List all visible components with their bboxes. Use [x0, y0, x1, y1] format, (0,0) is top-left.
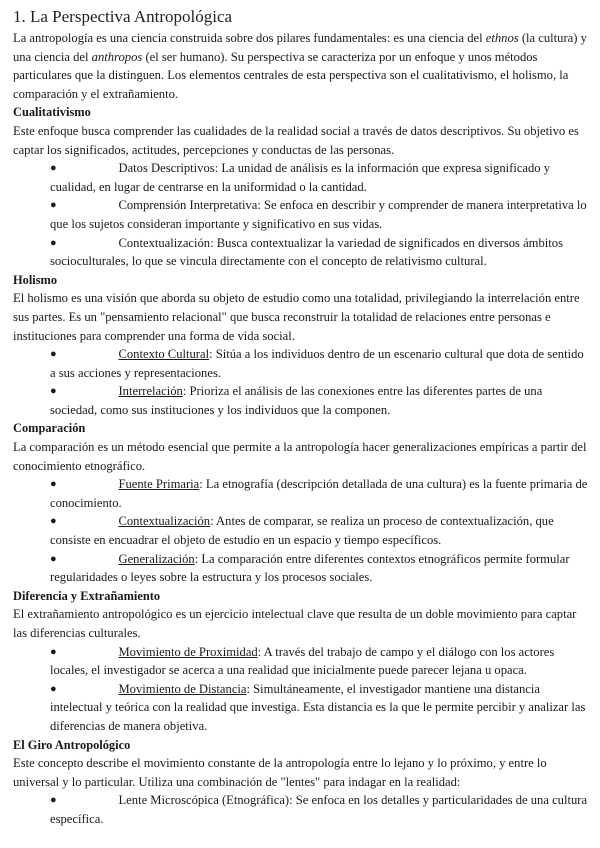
- heading-comparacion: Comparación: [13, 421, 86, 436]
- list-item-text: : La etnografía (descripción detallada de una cultura) es la fuente primaria de conocimiento.: [50, 477, 588, 510]
- bullet-icon: ●: [50, 385, 57, 398]
- bullet-icon: ●: [50, 552, 57, 565]
- list-item-text: : Antes de comparar, se realiza un proceso de contextualización, que consiste en encuadrar el objeto de estudio en un espacio y tiempo específicos.: [50, 514, 554, 548]
- list-item: [13, 680, 590, 736]
- list-item-text: : Prioriza el análisis de las conexiones entre las diferentes partes de una sociedad, como sus instituciones y los individuos que la componen.: [50, 384, 543, 417]
- bullet-icon: ●: [50, 199, 57, 212]
- cualitativismo-paragraph: Este enfoque busca comprender las cualidades de la realidad social a través de datos descriptivos. Su objetivo es captar los significados, actitudes, percepciones y conductas de las personas.: [13, 123, 579, 157]
- holismo-list: [13, 345, 590, 419]
- page-title: 1. La Perspectiva Antropológica: [13, 7, 233, 26]
- heading-cualitativismo: Cualitativismo: [13, 105, 91, 120]
- list-item-term: Fuente Primaria: [118, 477, 200, 492]
- list-item: [13, 643, 590, 680]
- list-item-term: Contextualización: [118, 514, 211, 529]
- bullet-icon: ●: [50, 478, 57, 491]
- list-item-text: : Simultáneamente, el investigador mantiene una distancia intelectual y teórica con la realidad que investiga. Esta distancia es la que le permite percibir y analizar las diferencias de manera objetiva.: [50, 681, 586, 733]
- intro-text-2: (la cultura) y una ciencia del: [13, 31, 587, 64]
- list-item-text: : La comparación entre diferentes contextos etnográficos permite formular regularidades o leyes sobre la estructura y los procesos sociales.: [50, 551, 570, 585]
- list-item: [13, 382, 590, 419]
- list-item-term: Movimiento de Distancia: [118, 681, 247, 696]
- bullet-icon: ●: [50, 348, 57, 361]
- heading-holismo: Holismo: [13, 272, 58, 287]
- intro-term-ethnos: ethnos: [485, 31, 519, 45]
- holismo-paragraph: El holismo es una visión que aborda su objeto de estudio como una totalidad, privilegiando la interrelación entre sus partes. Es un "pensamiento relacional" que busca reconstruir la totalidad de relaciones entre personas e instituciones para comprender una forma de vida social.: [13, 291, 580, 343]
- list-item-term: Contextualización: [118, 235, 211, 250]
- list-item-term: Contexto Cultural: [118, 347, 210, 362]
- intro-text-1: La antropología es una ciencia construida sobre dos pilares fundamentales: es una ciencia del: [13, 31, 486, 45]
- list-item-term: Movimiento de Proximidad: [118, 644, 258, 659]
- list-item-term: Interrelación: [118, 384, 183, 399]
- list-item-text: : Sitúa a los individuos dentro de un escenario cultural que dota de sentido a sus acciones y representaciones.: [50, 347, 584, 380]
- heading-giro: El Giro Antropológico: [13, 737, 131, 752]
- list-item: [13, 196, 590, 233]
- list-item-term: Lente Microscópica (Etnográfica): [118, 793, 290, 808]
- list-item-text: : A través del trabajo de campo y el diálogo con los actores locales, el investigador se acerca a una realidad que inicialmente puede parecer lejana u opaca.: [50, 644, 555, 678]
- list-item-text: : Se enfoca en describir y comprender de manera interpretativa lo que los sujetos consideran importante y significativo en sus vidas.: [50, 198, 587, 231]
- bullet-icon: ●: [50, 236, 57, 249]
- list-item-term: Datos Descriptivos: [118, 161, 215, 176]
- list-item: [13, 159, 590, 196]
- bullet-icon: ●: [50, 682, 57, 695]
- intro-term-anthropos: anthropos: [91, 49, 143, 64]
- bullet-icon: ●: [50, 645, 57, 658]
- comparacion-paragraph: La comparación es un método esencial que permite a la antropología hacer generalizaciones empíricas a partir del conocimiento etnográfico.: [13, 440, 587, 473]
- list-item: [13, 791, 590, 828]
- list-item: [13, 234, 590, 271]
- list-item-term: Comprensión Interpretativa: [118, 198, 258, 213]
- list-item: [13, 475, 590, 512]
- intro-paragraph: [13, 29, 590, 103]
- list-item-term: Generalización: [118, 551, 195, 566]
- bullet-icon: ●: [50, 162, 57, 175]
- diferencia-list: [13, 643, 590, 736]
- cualitativismo-list: [13, 159, 590, 271]
- list-item: [13, 550, 590, 587]
- comparacion-list: [13, 475, 590, 587]
- list-item: [13, 345, 590, 382]
- giro-paragraph: Este concepto describe el movimiento constante de la antropología entre lo lejano y lo próximo, y entre lo universal y lo particular. Utiliza una combinación de "lentes" para indagar en la realidad:: [13, 756, 547, 789]
- bullet-icon: ●: [50, 794, 57, 807]
- list-item-text: : Se enfoca en los detalles y particularidades de una cultura específica.: [50, 793, 588, 826]
- intro-text-3: (el ser humano). Su perspectiva se caracteriza por un enfoque y unos métodos particulares que la distinguen. Los elementos centrales de esta perspectiva son el cualitativismo, el holismo, la comparación y el extrañamiento.: [13, 49, 569, 101]
- giro-list: [13, 791, 590, 828]
- diferencia-paragraph: El extrañamiento antropológico es un ejercicio intelectual clave que resulta de un doble movimiento para captar las diferencias culturales.: [13, 607, 577, 640]
- list-item-text: : La unidad de análisis es la información que expresa significado y cualidad, en lugar de centrarse en la uniformidad o la cantidad.: [50, 161, 551, 194]
- list-item: [13, 512, 590, 549]
- bullet-icon: ●: [50, 515, 57, 528]
- heading-diferencia: Diferencia y Extrañamiento: [13, 588, 161, 603]
- list-item-text: : Busca contextualizar la variedad de significados en diversos ámbitos socioculturales, lo que se vincula directamente con el concepto de relativismo cultural.: [50, 235, 563, 269]
